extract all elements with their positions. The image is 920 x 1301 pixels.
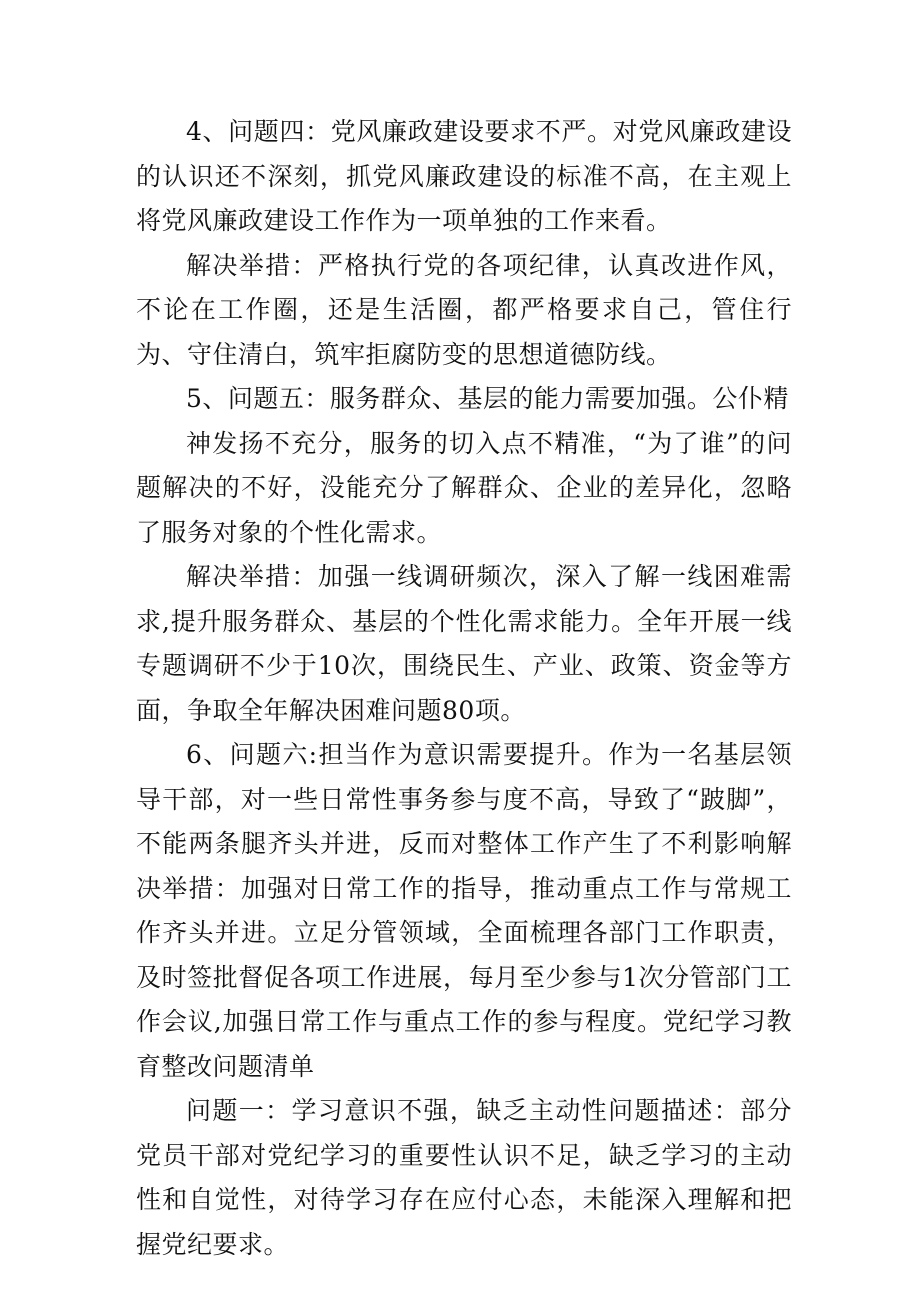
paragraph-problem-1: 问题一：学习意识不强，缺乏主动性问题描述：部分党员干部对党纪学习的重要性认识不足，缺乏学习的主动性和自觉性，对待学习存在应付心态，未能深入理解和把握党纪要求。 [136, 1096, 792, 1259]
paragraph-issue-6: 6、问题六:担当作为意识需要提升。作为一名基层领导干部，对一些日常性事务参与度不高，导致了“跛脚”，不能两条腿齐头并进，反而对整体工作产生了不利影响解决举措：加强对日常工作的指导，推动重点工作与常规工作齐头并进。立足分管领域，全面梳理各部门工作职责，及时签批督促各项工作进展，每月至少参与1次分管部门工作会议,加强日常工作与重点工作的参与程度。党纪学习教育整改问题清单 [136, 740, 792, 1081]
paragraph-issue-5-body: 神发扬不充分，服务的切入点不精准，“为了谁”的问题解决的不好，没能充分了解群众、企业的差异化，忽略了服务对象的个性化需求。 [136, 428, 792, 547]
paragraph-solution-5: 解决举措：加强一线调研频次，深入了解一线困难需求,提升服务群众、基层的个性化需求能力。全年开展一线专题调研不少于10次，围绕民生、产业、政策、资金等方面，争取全年解决困难问题80项。 [136, 562, 792, 725]
document-body [136, 110, 792, 1267]
paragraph-solution-4: 解决举措：严格执行党的各项纪律，认真改进作风，不论在工作圈，还是生活圈，都严格要求自己，管住行为、守住清白，筑牢拒腐防变的思想道德防线。 [136, 250, 792, 369]
paragraph-issue-4: 4、问题四：党风廉政建设要求不严。对党风廉政建设的认识还不深刻，抓党风廉政建设的标准不高，在主观上将党风廉政建设工作作为一项单独的工作来看。 [136, 117, 792, 235]
paragraph-issue-5-heading: 5、问题五：服务群众、基层的能力需要加强。公仆精 [186, 384, 789, 413]
